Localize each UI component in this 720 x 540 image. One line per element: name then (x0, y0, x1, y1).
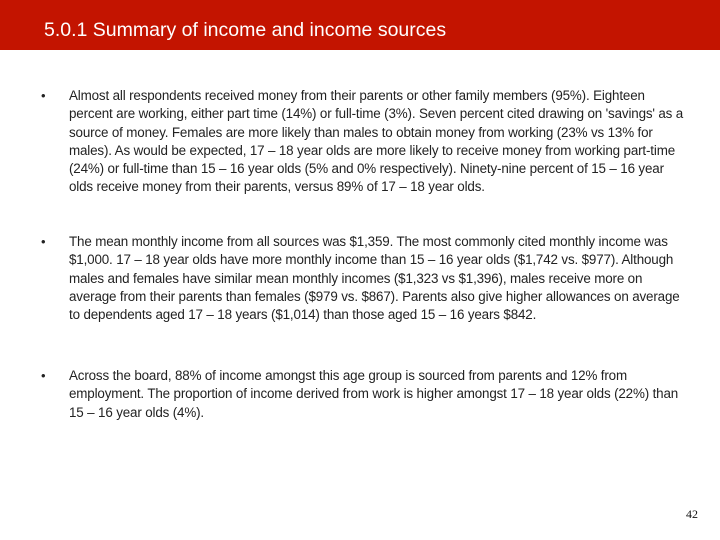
bullet-marker: • (41, 234, 46, 249)
slide-header-bar (0, 0, 720, 50)
slide-title: 5.0.1 Summary of income and income sources (44, 19, 447, 41)
bullet-text: Almost all respondents received money from their parents or other family members (95%). Eighteen percent are working, either part time (14%) or full-time (3%). Seven percent cited drawing on 'savings' as a source of money. Females are more likely than males to obtain money from working (23% vs 13% for males). As would be expected, 17 – 18 year olds are more likely to receive money from working part-time (24%) or full-time than 15 – 16 year olds (5% and 0% respectively). Ninety-nine percent of 15 – 16 year olds receive money from their parents, versus 89% of 17 – 18 year olds. (69, 88, 684, 195)
bullet-text: The mean monthly income from all sources was $1,359. The most commonly cited monthly income was $1,000. 17 – 18 year olds have more monthly income than 15 – 16 year olds ($1,742 vs. $977). Although males and females have similar mean monthly incomes ($1,323 vs $1,396), males receive more on average from their parents than females ($979 vs. $867). Parents also give higher allowances on average to dependents aged 17 – 18 years ($1,014) than those aged 15 – 16 years $842. (69, 234, 680, 323)
bullet-marker: • (41, 88, 46, 103)
bullet-marker: • (41, 368, 46, 383)
page-number: 42 (686, 507, 698, 521)
bullet-text: Across the board, 88% of income amongst this age group is sourced from parents and 12% from employment. The proportion of income derived from work is higher amongst 17 – 18 year olds (22%) than 15 – 16 year olds (4%). (69, 368, 679, 420)
